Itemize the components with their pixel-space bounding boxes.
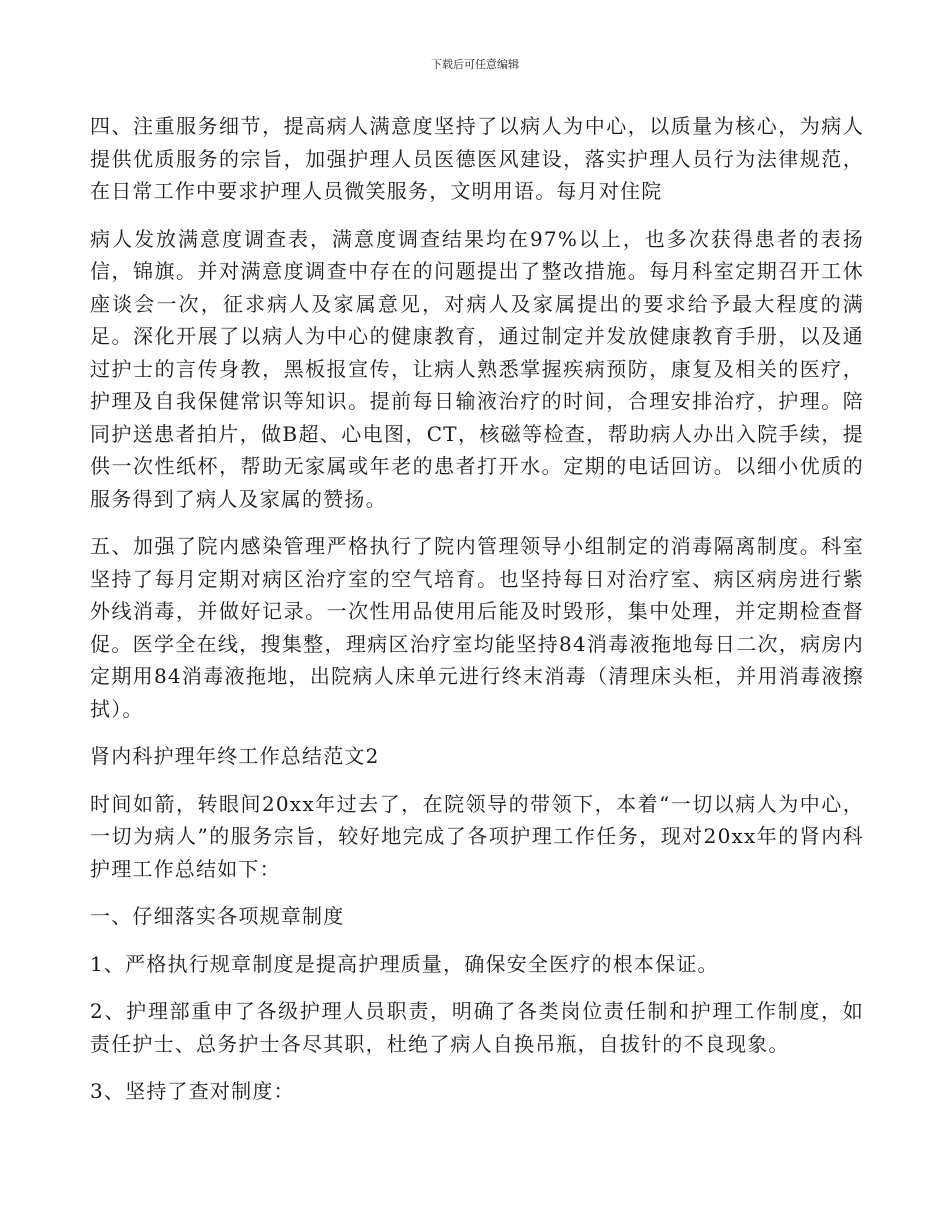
paragraph-infection-control: 五、加强了院内感染管理严格执行了院内管理领导小组制定的消毒隔离制度。科室坚持了每月定期对病区治疗室的空气培育。也坚持每日对治疗室、病区病房进行紫外线消毒，并做好记录。一次性用品使用后能及时毁形，集中处理，并定期检查督促。医学全在线，搜集整，理病区治疗室均能坚持84消毒液拖地每日二次，病房内定期用84消毒液拖地，出院病人床单元进行终末消毒（清理床头柜，并用消毒液擦拭）。 xyxy=(90,534,864,721)
document-body xyxy=(90,110,864,1123)
list-item-2: 2、护理部重申了各级护理人员职责，明确了各类岗位责任制和护理工作制度，如责任护士、总务护士各尽其职，杜绝了病人自换吊瓶，自拔针的不良现象。 xyxy=(90,999,864,1056)
list-item-3: 3、坚持了查对制度： xyxy=(90,1079,295,1103)
section-title: 肾内科护理年终工作总结范文2 xyxy=(90,744,380,768)
page-header: 下载后可任意编辑 xyxy=(431,58,519,71)
heading-rules: 一、仔细落实各项规章制度 xyxy=(90,904,345,928)
list-item-1: 1、严格执行规章制度是提高护理质量，确保安全医疗的根本保证。 xyxy=(90,951,719,976)
paragraph-service-details: 四、注重服务细节，提高病人满意度坚持了以病人为中心，以质量为核心，为病人提供优质服务的宗旨，加强护理人员医德医风建设，落实护理人员行为法律规范，在日常工作中要求护理人员微笑服务，文明用语。每月对住院 xyxy=(90,114,864,203)
paragraph-intro: 时间如箭，转眼间20xx年过去了，在院领导的带领下，本着“一切以病人为中心，一切为病人”的服务宗旨，较好地完成了各项护理工作任务，现对20xx年的肾内科护理工作总结如下： xyxy=(90,791,864,881)
paragraph-satisfaction-survey: 病人发放满意度调查表，满意度调查结果均在97%以上，也多次获得患者的表扬信，锦旗。并对满意度调查中存在的问题提出了整改措施。每月科室定期召开工休座谈会一次，征求病人及家属意见，对病人及家属提出的要求给予最大程度的满足。深化开展了以病人为中心的健康教育，通过制定并发放健康教育手册，以及通过护士的言传身教，黑板报宣传，让病人熟悉掌握疾病预防，康复及相关的医疗，护理及自我保健常识等知识。提前每日输液治疗的时间，合理安排治疗，护理。陪同护送患者拍片，做B超、心电图，CT，核磁等检查，帮助病人办出入院手续，提供一次性纸杯，帮助无家属或年老的患者打开水。定期的电话回访。以细小优质的服务得到了病人及家属的赞扬。 xyxy=(90,226,864,511)
